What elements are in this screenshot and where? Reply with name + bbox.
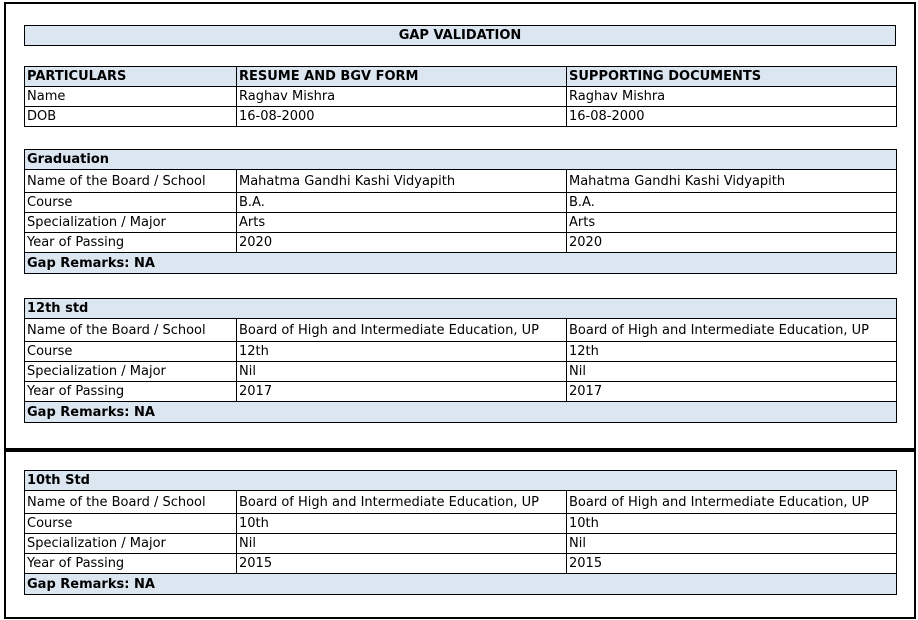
section-heading-row — [25, 150, 897, 170]
table-row — [25, 514, 897, 534]
table-row — [25, 193, 897, 213]
board-documents: Board of High and Intermediate Education, UP — [567, 491, 897, 514]
table-row — [25, 342, 897, 362]
section-heading-row — [25, 299, 897, 319]
course-resume: B.A. — [237, 193, 567, 213]
specialization-resume: Nil — [237, 534, 567, 554]
remarks-row — [25, 402, 897, 423]
section-heading: 10th Std — [25, 471, 897, 491]
specialization-resume: Arts — [237, 213, 567, 233]
title-table — [24, 25, 896, 46]
specialization-documents: Arts — [567, 213, 897, 233]
course-resume: 12th — [237, 342, 567, 362]
course-label: Course — [25, 193, 237, 213]
table-row — [25, 554, 897, 574]
table-row — [25, 382, 897, 402]
board-resume: Mahatma Gandhi Kashi Vidyapith — [237, 170, 567, 193]
course-label: Course — [25, 342, 237, 362]
specialization-label: Specialization / Major — [25, 534, 237, 554]
remarks-row — [25, 253, 897, 274]
year-resume: 2017 — [237, 382, 567, 402]
dob-documents: 16-08-2000 — [567, 107, 897, 127]
specialization-label: Specialization / Major — [25, 213, 237, 233]
course-documents: B.A. — [567, 193, 897, 213]
course-label: Course — [25, 514, 237, 534]
gap-remarks: Gap Remarks: NA — [25, 574, 897, 595]
course-resume: 10th — [237, 514, 567, 534]
board-documents: Mahatma Gandhi Kashi Vidyapith — [567, 170, 897, 193]
page-title: GAP VALIDATION — [25, 26, 896, 46]
year-resume: 2015 — [237, 554, 567, 574]
section-heading: Graduation — [25, 150, 897, 170]
table-row — [25, 213, 897, 233]
board-resume: Board of High and Intermediate Education, UP — [237, 491, 567, 514]
year-label: Year of Passing — [25, 382, 237, 402]
dob-resume: 16-08-2000 — [237, 107, 567, 127]
table-row — [25, 534, 897, 554]
year-resume: 2020 — [237, 233, 567, 253]
table-row — [25, 170, 897, 193]
name-resume: Raghav Mishra — [237, 87, 567, 107]
board-label: Name of the Board / School — [25, 170, 237, 193]
board-documents: Board of High and Intermediate Education, UP — [567, 319, 897, 342]
header-row — [25, 67, 897, 87]
twelfth-table — [24, 298, 897, 423]
personal-table — [24, 66, 897, 127]
specialization-label: Specialization / Major — [25, 362, 237, 382]
course-documents: 12th — [567, 342, 897, 362]
remarks-row — [25, 574, 897, 595]
table-row — [25, 107, 897, 127]
section-heading-row — [25, 471, 897, 491]
table-row — [25, 362, 897, 382]
course-documents: 10th — [567, 514, 897, 534]
header-documents: SUPPORTING DOCUMENTS — [567, 67, 897, 87]
header-resume: RESUME AND BGV FORM — [237, 67, 567, 87]
name-label: Name — [25, 87, 237, 107]
year-documents: 2017 — [567, 382, 897, 402]
header-particulars: PARTICULARS — [25, 67, 237, 87]
gap-remarks: Gap Remarks: NA — [25, 402, 897, 423]
board-resume: Board of High and Intermediate Education, UP — [237, 319, 567, 342]
year-documents: 2015 — [567, 554, 897, 574]
gap-remarks: Gap Remarks: NA — [25, 253, 897, 274]
table-row — [25, 233, 897, 253]
table-row — [25, 491, 897, 514]
year-label: Year of Passing — [25, 233, 237, 253]
tenth-table — [24, 470, 897, 595]
specialization-resume: Nil — [237, 362, 567, 382]
dob-label: DOB — [25, 107, 237, 127]
name-documents: Raghav Mishra — [567, 87, 897, 107]
graduation-table — [24, 149, 897, 274]
table-row — [25, 319, 897, 342]
board-label: Name of the Board / School — [25, 319, 237, 342]
year-label: Year of Passing — [25, 554, 237, 574]
year-documents: 2020 — [567, 233, 897, 253]
section-heading: 12th std — [25, 299, 897, 319]
specialization-documents: Nil — [567, 534, 897, 554]
specialization-documents: Nil — [567, 362, 897, 382]
board-label: Name of the Board / School — [25, 491, 237, 514]
table-row — [25, 87, 897, 107]
